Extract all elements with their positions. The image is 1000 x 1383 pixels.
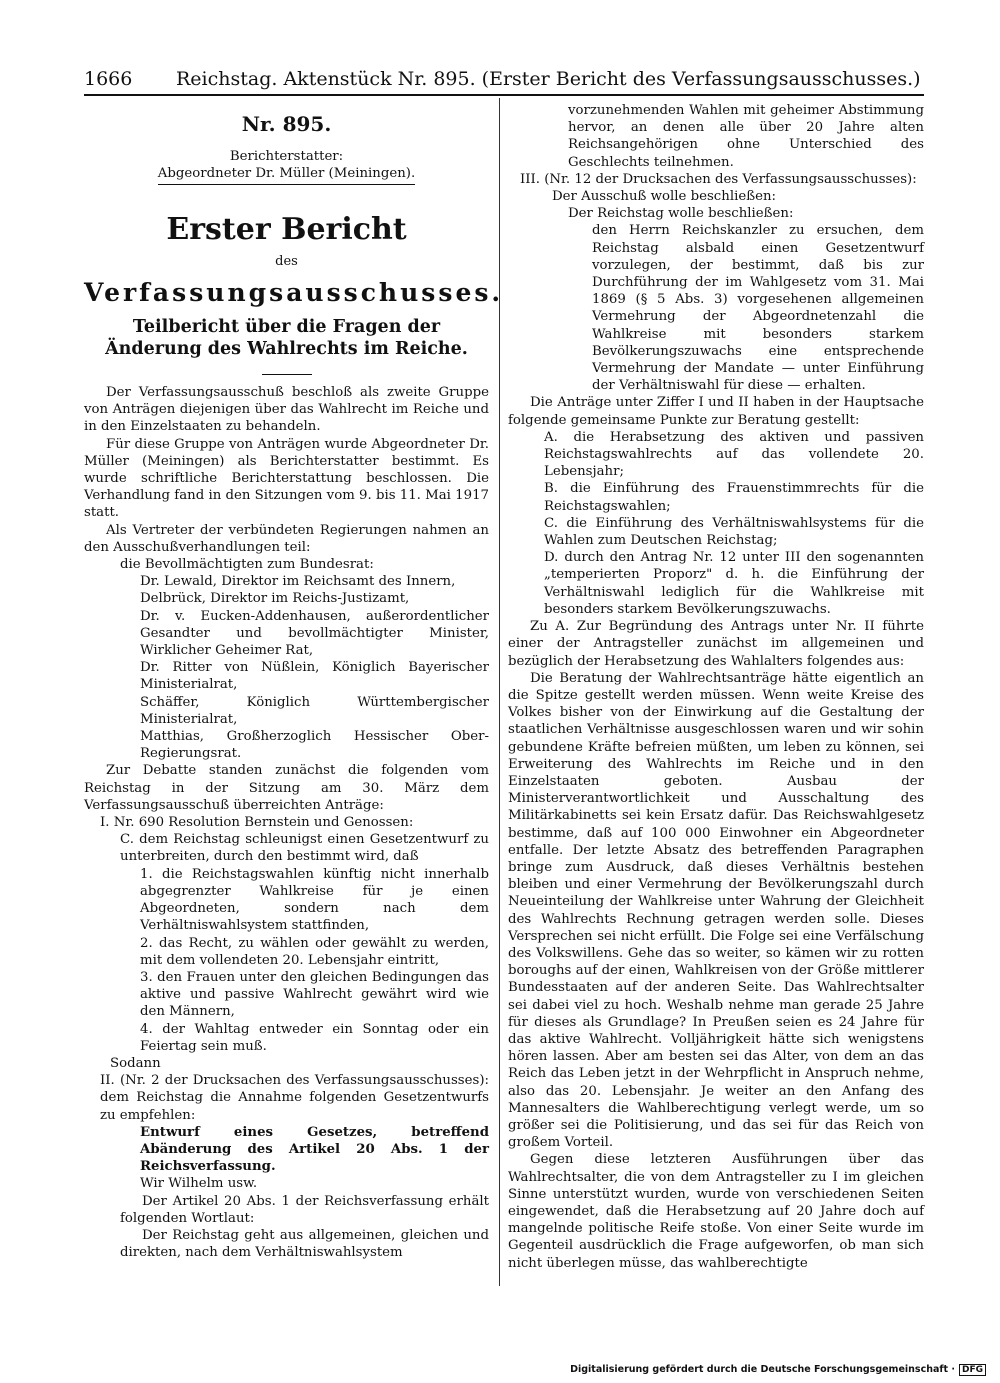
paragraph: Die Anträge unter Ziffer I und II haben in der Hauptsache folgende gemeinsame Punkte zur Beratung gestellt: [508,395,924,428]
representative: Delbrück, Direktor im Reichs-Justizamt, [140,591,410,607]
paragraph: Gegen diese letzteren Ausführungen über das Wahlrechtsalter, die von dem Antragsteller zu I im gleichen Sinne unterstützt wurden, wurde von verschiedenen Seiten eingewendet, daß die Herabsetzung auf 20 Jahre doch auf mangelnde politische Reife stoße. Von einer Seite wurde im Gegenteil ausdrücklich die Frage aufgeworfen, ob man sich nicht überlegen müsse, das wahlberechtigte [508,1152,924,1271]
paragraph: Zu A. Zur Begründung des Antrags unter Nr. II führte einer der Antragsteller zunächst im allgemeinen und bezüglich der Herabsetzung des Wahlalters folgendes aus: [508,619,924,669]
representative: Dr. Lewald, Direktor im Reichsamt des Innern, [140,574,456,590]
running-header [84,66,924,94]
paragraph: Die Beratung der Wahlrechtsanträge hätte eigentlich an die Spitze gestellt werden müssen. Wenn weite Kreise des Volkes bisher von der Einwirkung auf die Gestaltung der staatlichen Verhältnisse ausgeschlossen waren und wir sohin gebundene Kräfte befreien müßten, um leben zu können, sei Erweiterung des Wahlrechts im Reiche und in den Einzelstaaten geboten. Ausbau der Ministerverantwortlichkeit und Ausschaltung des Militärkabinetts sei kein Ersatz dafür. Das Reichswahlgesetz bestimme, daß auf 100 000 Einwohner ein Abgeordneter entfalle. Der letzte Absatz des betreffenden Paragraphen bringe zum Ausdruck, daß dieses Verhältnis bestehen bleiben und einer Vermehrung der Bevölkerungszahl durch Neueinteilung der Wahlkreise unter Wahrung der Gleichheit des Wahlrechts Rechnung getragen werden solle. Dieses Versprechen sei nicht erfüllt. Die Folge sei eine Verfälschung des Volkswillens. Gehe das so weiter, so kämen wir zu rotten boroughs auf der einen, Wahlkreisen von der Größe mittlerer Bundesstaaten auf der anderen Seite. Das Wahlrechtsalter sei dabei viel zu hoch. Weshalb nehme man gerade 25 Jahre für dieses als Grundlage? In Preußen seien es 24 Jahre für das aktive Wahlrecht. Volljährigkeit hätte sich wenigstens hören lassen. Aber am besten sei das Alter, von dem an das Reich das Leben jetzt in der Wehrpflicht in Anspruch nehme, also das 20. Lebensjahr. Je weiter an den Anfang des Mannesalters die Wahlberechtigung verlegt werde, um so größer sei die Politisierung, und das sei für das Reich von großem Vorteil. [508,670,924,1151]
header-title: Reichstag. Aktenstück Nr. 895. (Erster Bericht des Verfassungsausschusses.) [176,68,921,90]
motion-item: Der Reichstag wolle beschließen: [568,206,794,222]
report-committee: Verfassungsausschusses. [84,278,504,307]
reporter-name: Abgeordneter Dr. Müller (Meiningen). [158,165,415,185]
paragraph: Zur Debatte standen zunächst die folgenden vom Reichstag in der Sitzung am 30. März dem Verfassungsausschuß überreichten Anträge: [84,763,489,813]
document-number: Nr. 895. [241,112,332,136]
page-number: 1666 [84,68,133,90]
point-item: B. die Einführung des Frauenstimmrechts für die Reichstagswahlen; [544,481,924,514]
reporter-block [84,148,489,185]
dfg-logo: DFG [959,1364,986,1376]
motion-item: Der Ausschuß wolle beschließen: [552,189,776,205]
representative: Schäffer, Königlich Württembergischer Ministerialrat, [140,694,489,727]
sodann: Sodann [110,1055,161,1071]
paragraph: Für diese Gruppe von Anträgen wurde Abgeordneter Dr. Müller (Meiningen) als Berichterstatter bestimmt. Es wurde schriftliche Berichterstattung beschlossen. Die Verhandlung fand in den Sitzungen vom 9. bis 11. Mai 1917 statt. [84,436,489,521]
point-item: D. durch den Antrag Nr. 12 unter III den sogenannten „temperierten Proporz" d. h. die Einführung der Verhältniswahl lediglich für die Wahlkreise mit besonders starkem Bevölkerungszuwachs. [544,550,924,617]
draft-title: Entwurf eines Gesetzes, betreffend Abänderung des Artikel 20 Abs. 1 der Reichsverfassung. [140,1124,489,1175]
report-title: Erster Bericht [166,212,407,247]
right-column [508,102,924,1272]
motion-item: I. Nr. 690 Resolution Bernstein und Genossen: [100,815,414,831]
paragraph: die Bevollmächtigten zum Bundesrat: [120,557,374,573]
motion-item: II. (Nr. 2 der Drucksachen des Verfassungsausschusses): dem Reichstag die Annahme folgenden Gesetzentwurfs zu empfehlen: [100,1073,489,1123]
numbered-item: 3. den Frauen unter den gleichen Bedingungen das aktive und passive Wahlrecht gewährt wird wie den Männern, [140,969,489,1020]
representative: Matthias, Großherzoglich Hessischer Ober-Regierungsrat. [140,729,489,762]
footer-credit [570,1364,986,1376]
representative: Dr. Ritter von Nüßlein, Königlich Bayerischer Ministerialrat, [140,660,489,693]
numbered-item: 2. das Recht, zu wählen oder gewählt zu werden, mit dem vollendeten 20. Lebensjahr eintritt, [140,935,489,968]
motion-item: C. dem Reichstag schleunigst einen Gesetzentwurf zu unterbreiten, durch den bestimmt wird, daß [120,832,489,865]
paragraph: vorzunehmenden Wahlen mit geheimer Abstimmung hervor, an denen alle über 20 Jahre alten Reichsangehörigen ohne Unterschied des Geschlechts teilnehmen. [568,103,924,170]
point-item: C. die Einführung des Verhältniswahlsystems für die Wahlen zum Deutschen Reichstag; [544,515,924,549]
short-rule [262,374,312,375]
header-rule [84,94,924,96]
paragraph: Der Verfassungsausschuß beschloß als zweite Gruppe von Anträgen diejenigen über das Wahlrecht im Reiche und in den Einzelstaaten zu behandeln. [84,385,489,435]
motion-item: III. (Nr. 12 der Drucksachen des Verfassungsausschusses): [520,171,917,187]
draft-preamble: Wir Wilhelm usw. [140,1176,258,1192]
point-item: A. die Herabsetzung des aktiven und passiven Reichstagswahlrechts auf das vollendete 20. Lebensjahr; [544,429,924,480]
footer-text: Digitalisierung gefördert durch die Deutsche Forschungsgemeinschaft · [570,1364,955,1375]
representative: Dr. v. Eucken-Addenhausen, außerordentlicher Gesandter und bevollmächtigter Minister, Wirklicher Geheimer Rat, [140,608,489,659]
numbered-item: 1. die Reichstagswahlen künftig nicht innerhalb abgegrenzter Wahlkreise für je einen Abgeordneten, sondern nach dem Verhältniswahlsystem stattfinden, [140,866,489,934]
paragraph: Als Vertreter der verbündeten Regierungen nahmen an den Ausschußverhandlungen teil: [84,522,489,555]
paragraph: Der Reichstag geht aus allgemeinen, gleichen und direkten, nach dem Verhältniswahlsystem [120,1227,489,1261]
motion-text: den Herrn Reichskanzler zu ersuchen, dem Reichstag alsbald einen Gesetzentwurf vorzulegen, der bestimmt, daß bis zur Durchführung der im Wahlgesetz vom 31. Mai 1869 (§ 5 Abs. 3) vorgesehenen allgemeinen Vermehrung der Abgeordnetenzahl die Wahlkreise mit besonders starkem Bevölkerungszuwachs eine entsprechende Vermehrung der Mandate — unter Einführung der Verhältniswahl für diese — erhalten. [592,223,924,394]
paragraph: Der Artikel 20 Abs. 1 der Reichsverfassung erhält folgenden Wortlaut: [120,1193,489,1226]
reporter-label: Berichterstatter: [229,149,344,164]
report-subtitle: Teilbericht über die Fragen der Änderung des Wahlrechts im Reiche. [105,317,468,359]
numbered-item: 4. der Wahltag entweder ein Sonntag oder ein Feiertag sein muß. [140,1021,489,1054]
column-divider [499,98,500,1286]
report-title-des: des [275,254,298,269]
left-column [84,384,489,1261]
